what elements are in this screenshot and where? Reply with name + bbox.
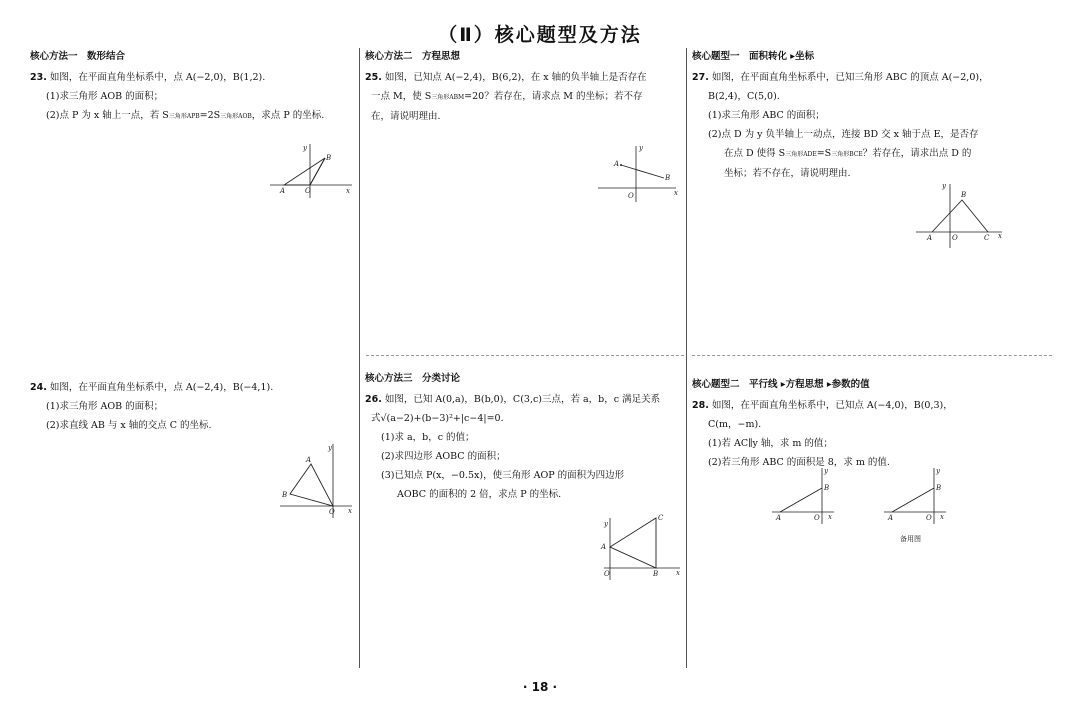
- problem-part: AOBC 的面积的 2 倍，求点 P 的坐标.: [397, 489, 562, 500]
- problem-part: (2)求直线 AB 与 x 轴的交点 C 的坐标.: [46, 420, 212, 431]
- figure-28: [770, 464, 838, 526]
- label-A: A: [888, 514, 894, 522]
- problem-part: (1)若 AC∥y 轴，求 m 的值；: [708, 438, 833, 449]
- problem-text: 如图，在平面直角坐标系中，已知点 A(−4,0)，B(0,3)，: [711, 400, 953, 411]
- label-O: O: [305, 187, 311, 195]
- label-B: B: [665, 174, 671, 182]
- problem-27: 27. 如图，在平面直角坐标系中，已知三角形 ABC 的顶点 A(−2,0)， B(2,4)，C(5,0). (1)求三角形 ABC 的面积； (2)点 D 为 y 负半轴上一动点，连接 BD 交 x 轴于点 E，是否存 在点 D 使得 S三角形ADE=S三角形BCE？若存在，请求出点 D 的 坐标；若不存在，请说明理由.: [692, 68, 1052, 183]
- label-A: A: [306, 456, 312, 464]
- figure-26: [598, 512, 684, 582]
- problem-text: 如图，已知 A(0,a)，B(b,0)，C(3,c)三点，若 a，b，c 满足关系: [384, 394, 661, 405]
- problem-part: (2)若三角形 ABC 的面积是 8，求 m 的值.: [708, 457, 890, 468]
- label-B: B: [824, 484, 830, 492]
- problem-part: (2)点 D 为 y 负半轴上一动点，连接 BD 交 x 轴于点 E，是否存: [708, 129, 979, 140]
- problem-number: 24.: [30, 382, 47, 393]
- figure-25: [594, 142, 684, 206]
- problem-number: 26.: [365, 394, 382, 405]
- label-x: x: [346, 187, 350, 195]
- problem-part: (2)点 P 为 x 轴上一点，若 S三角形APB=2S三角形AOB，求点 P 的坐标.: [46, 110, 325, 121]
- problem-part: (1)求三角形 AOB 的面积；: [46, 401, 164, 412]
- label-x: x: [348, 507, 352, 515]
- problem-number: 23.: [30, 72, 47, 83]
- label-B: B: [936, 484, 942, 492]
- label-x: x: [940, 513, 944, 521]
- label-B: B: [961, 191, 967, 199]
- label-x: x: [998, 232, 1002, 240]
- label-y: y: [303, 144, 307, 152]
- figure-27: [912, 180, 1008, 250]
- problem-text: 如图，在平面直角坐标系中，已知三角形 ABC 的顶点 A(−2,0)，: [711, 72, 989, 83]
- label-x: x: [674, 189, 678, 197]
- figure-23: [268, 140, 358, 202]
- label-O: O: [329, 508, 335, 516]
- problem-part: (3)已知点 P(x，−0.5x)，使三角形 AOP 的面积为四边形: [381, 470, 625, 481]
- backup-figure-caption: 备用图: [900, 535, 921, 543]
- problem-text: 如图，在平面直角坐标系中，点 A(−2,0)，B(1,2).: [49, 72, 266, 83]
- page-title: （Ⅱ）核心题型及方法: [438, 24, 642, 46]
- label-O: O: [628, 192, 634, 200]
- problem-part: (1)求 a，b，c 的值；: [381, 432, 475, 443]
- problem-formula: 式√(a−2)+(b−3)²+|c−4|=0.: [371, 413, 504, 424]
- section-heading: 核心方法一 数形结合: [30, 51, 126, 62]
- problem-number: 28.: [692, 400, 709, 411]
- label-O: O: [952, 234, 958, 242]
- column-right: [692, 48, 1052, 668]
- label-y: y: [942, 182, 946, 190]
- problem-part: (2)求四边形 AOBC 的面积；: [381, 451, 506, 462]
- problem-23: [30, 68, 355, 126]
- label-O: O: [814, 514, 820, 522]
- label-A: A: [601, 543, 607, 551]
- label-B: B: [653, 570, 659, 578]
- column-divider: [686, 48, 687, 668]
- label-x: x: [676, 569, 680, 577]
- label-y: y: [328, 444, 332, 452]
- label-O: O: [926, 514, 932, 522]
- label-y: y: [824, 467, 828, 475]
- label-B: B: [282, 491, 288, 499]
- problem-text: 如图，已知点 A(−2,4)，B(6,2)，在 x 轴的负半轴上是否存在: [384, 72, 647, 83]
- problem-26: [365, 390, 660, 504]
- page-number: · 18 ·: [522, 680, 558, 694]
- figure-28-backup: [882, 464, 950, 526]
- problem-part: (1)求三角形 ABC 的面积；: [708, 110, 825, 121]
- section-heading: 核心方法二 方程思想: [365, 51, 461, 62]
- label-A: A: [614, 160, 620, 168]
- label-y: y: [936, 467, 940, 475]
- problem-number: 25.: [365, 72, 382, 83]
- label-y: y: [604, 520, 608, 528]
- label-O: O: [604, 570, 610, 578]
- column-divider: [359, 48, 360, 668]
- label-A: A: [776, 514, 782, 522]
- problem-24: [30, 378, 273, 435]
- section-heading: 核心方法三 分类讨论: [365, 373, 461, 384]
- label-C: C: [984, 234, 990, 242]
- label-A: A: [280, 187, 286, 195]
- label-C: C: [658, 514, 664, 522]
- label-A: A: [927, 234, 933, 242]
- label-x: x: [828, 513, 832, 521]
- problem-28: 28. 如图，在平面直角坐标系中，已知点 A(−4,0)，B(0,3)， C(m，−m). (1)若 AC∥y 轴，求 m 的值； (2)若三角形 ABC 的面积是 8，求 m 的值.: [692, 396, 953, 472]
- problem-text: 如图，在平面直角坐标系中，点 A(−2,4)，B(−4,1).: [49, 382, 274, 393]
- section-heading: 核心题型一 面积转化 ▸坐标: [692, 51, 815, 62]
- label-y: y: [639, 144, 643, 152]
- problem-25: 25. 如图，已知点 A(−2,4)，B(6,2)，在 x 轴的负半轴上是否存在 一点 M，使 S三角形ABM=20？若存在，请求点 M 的坐标；若不存 在，请说明理由.: [365, 72, 647, 122]
- problem-number: 27.: [692, 72, 709, 83]
- label-B: B: [326, 154, 332, 162]
- problem-part: (1)求三角形 AOB 的面积；: [46, 91, 164, 102]
- figure-24: [278, 442, 358, 522]
- section-heading: 核心题型二 平行线 ▸方程思想 ▸参数的值: [692, 379, 870, 390]
